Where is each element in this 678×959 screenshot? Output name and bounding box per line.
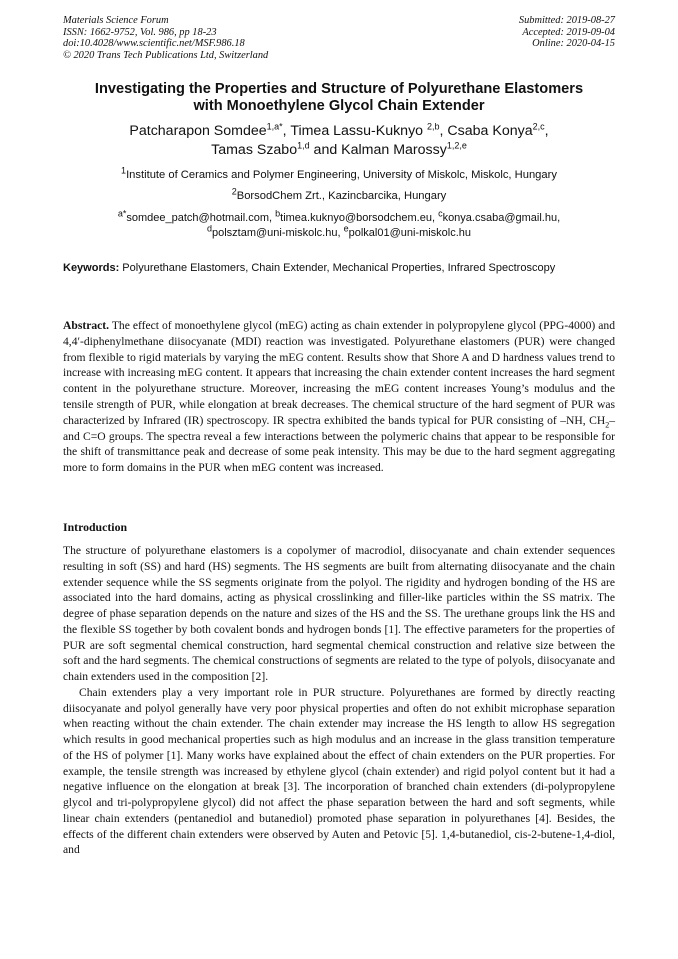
keywords-label: Keywords: — [63, 262, 120, 274]
author-name: Timea Lassu-Kuknyo — [290, 123, 424, 139]
author-affiliation-mark: 1,a* — [266, 121, 283, 132]
online-date: Online: 2020-04-15 — [532, 38, 615, 49]
journal-name: Materials Science Forum — [63, 15, 169, 26]
accepted-date: Accepted: 2019-09-04 — [522, 26, 615, 38]
abstract-text: The effect of monoethylene glycol (mEG) acting as chain extender in polypropylene glycol (PPG-4000) and 4,4′-diphenylmethane diisocyanate (MDI) reaction was investigated. Polyurethane elastomers (PUR) were changed from flexible to rigid materials by varying the mEG content. Results show that Shore A and D hardness values trend to increase with increasing mEG content. It appears that increasing the chain extender content increases the hard segment content in the polyurethane structure. Moreover, increasing the mEG content increases Young’s modulus and the tensile strength of PUR, while elongation at break decreases. The chemical structure of the hard segment of PUR was characterized by Infrared (IR) spectroscopy. IR spectra exhibited the bands typical for PUR consisting of –NH, CH — [63, 319, 615, 427]
publication-dates — [519, 15, 615, 50]
author-name: Kalman Marossy — [341, 142, 447, 158]
affiliation-1 — [40, 165, 638, 182]
paragraph: The structure of polyurethane elastomers is a copolymer of macrodiol, diisocyanate and chain extender sequences resulting in soft (SS) and hard (HS) segments. The HS segments are built from alternating diisocyanate and the chain extender sequence while the SS segments originate from the polyol. The rigidity and hydrogen bonding of the HS are associated into the hard domains, acting as physical crosslinking and filler-like particles within the SS matrix. The degree of phase separation depends on the nature and sizes of the HS and the SS. The urethane groups link the HS and the flexible SS together by both covalent bonds and hydrogen bonds [1]. The effective parameters for the properties of PUR are soft segmental chemical construction, hard segmental chemical construction and relative size between the soft and the hard segments. The chemical constructions of segments are related to the type of polyols, diisocyanate and chain extenders used in the composition [2]. — [63, 544, 615, 683]
email-mark: e — [343, 222, 349, 233]
journal-copyright: © 2020 Trans Tech Publications Ltd, Switzerland — [63, 49, 269, 61]
abstract-text: – and C=O groups. The spectra reveal a few interactions between the polymeric chains that appear to be responsible for the shift of transmittance peak and decrease of some peak intensity. This may be due to the hard segment aggregating more to form domains in the PUR when mEG content was increased. — [63, 413, 615, 475]
email-link[interactable]: somdee_patch@hotmail.com, — [126, 212, 276, 224]
author-name: Tamas Szabo — [211, 142, 298, 158]
abstract — [63, 318, 615, 476]
affiliation-2 — [40, 186, 638, 203]
email-line-2 — [40, 222, 638, 241]
journal-issn: ISSN: 1662-9752, Vol. 986, pp 18-23 — [63, 26, 217, 38]
email-mark: a* — [117, 208, 127, 219]
keywords — [63, 262, 615, 276]
abstract-subscript: 2 — [605, 420, 610, 430]
author-line-1 — [40, 122, 638, 141]
author-list — [40, 122, 638, 160]
email-link[interactable]: polsztam@uni-miskolc.hu, — [211, 226, 344, 239]
author-separator: and — [309, 142, 342, 158]
author-name: Csaba Konya — [447, 123, 533, 139]
introduction-body — [63, 543, 615, 858]
affiliation-number: 1 — [121, 165, 127, 176]
title-line-1: Investigating the Properties and Structure of Polyurethane Elastomers — [94, 81, 584, 97]
email-mark: b — [275, 208, 281, 219]
section-heading-introduction: Introduction — [63, 520, 128, 534]
journal-info — [63, 15, 268, 61]
email-link[interactable]: polkal01@uni-miskolc.hu — [348, 226, 472, 239]
affiliation-text: BorsodChem Zrt., Kazincbarcika, Hungary — [236, 190, 447, 202]
abstract-label: Abstract. — [63, 319, 110, 332]
email-link[interactable]: timea.kuknyo@borsodchem.eu, — [280, 212, 439, 224]
author-name: Patcharapon Somdee — [129, 123, 267, 139]
journal-doi[interactable]: doi:10.4028/www.scientific.net/MSF.986.18 — [63, 38, 245, 49]
author-affiliation-mark: 2,b — [427, 121, 440, 132]
author-affiliation-mark: 1,2,e — [446, 140, 467, 151]
author-separator: , — [439, 123, 448, 139]
author-separator: , — [544, 123, 549, 139]
affiliation-text: Institute of Ceramics and Polymer Engineering, University of Miskolc, Miskolc, Hungary — [126, 169, 557, 181]
email-link[interactable]: konya.csaba@gmail.hu, — [442, 212, 561, 224]
author-affiliation-mark: 2,c — [532, 121, 545, 132]
submitted-date: Submitted: 2019-08-27 — [518, 15, 615, 26]
email-mark: d — [206, 222, 212, 233]
keywords-text: Polyurethane Elastomers, Chain Extender, Mechanical Properties, Infrared Spectroscopy — [119, 262, 556, 274]
author-separator: , — [282, 123, 291, 139]
email-line-1 — [40, 208, 638, 226]
author-emails — [40, 208, 638, 240]
affiliation-number: 2 — [231, 186, 237, 197]
title-line-2: with Monoethylene Glycol Chain Extender — [193, 98, 485, 114]
email-mark: c — [438, 208, 443, 219]
author-line-2 — [40, 141, 638, 160]
author-affiliation-mark: 1,d — [297, 140, 310, 151]
paper-title — [40, 81, 638, 115]
paragraph: Chain extenders play a very important role in PUR structure. Polyurethanes are formed by directly reacting diisocyanate and polyol generally have very poor physical properties and often do not exhibit microphase separation when reacting without the chain extender. The chain extender may increase the HS length to allow HS segregation which results in good mechanical properties such as high modulus and an increase in the glass transition temperature of the HS of polymer [1]. Many works have explained about the effect of chain extenders on the PUR properties. For example, the tensile strength was increased by ethylene glycol (chain extender) and rigid polyol content but it had a negative influence on the elongation at break [3]. The incorporation of branched chain extenders (di-polypropylene glycol and tri-polypropylene glycol) did not affect the phase separation between the hard and soft segments, while linear chain extenders (pentanediol and butanediol) promoted phase separation in polyurethanes [4]. Besides, the effects of the different chain extenders were observed by Auten and Petovic [5]. 1,4-butanediol, cis-2-butene-1,4-diol, and — [63, 685, 615, 857]
